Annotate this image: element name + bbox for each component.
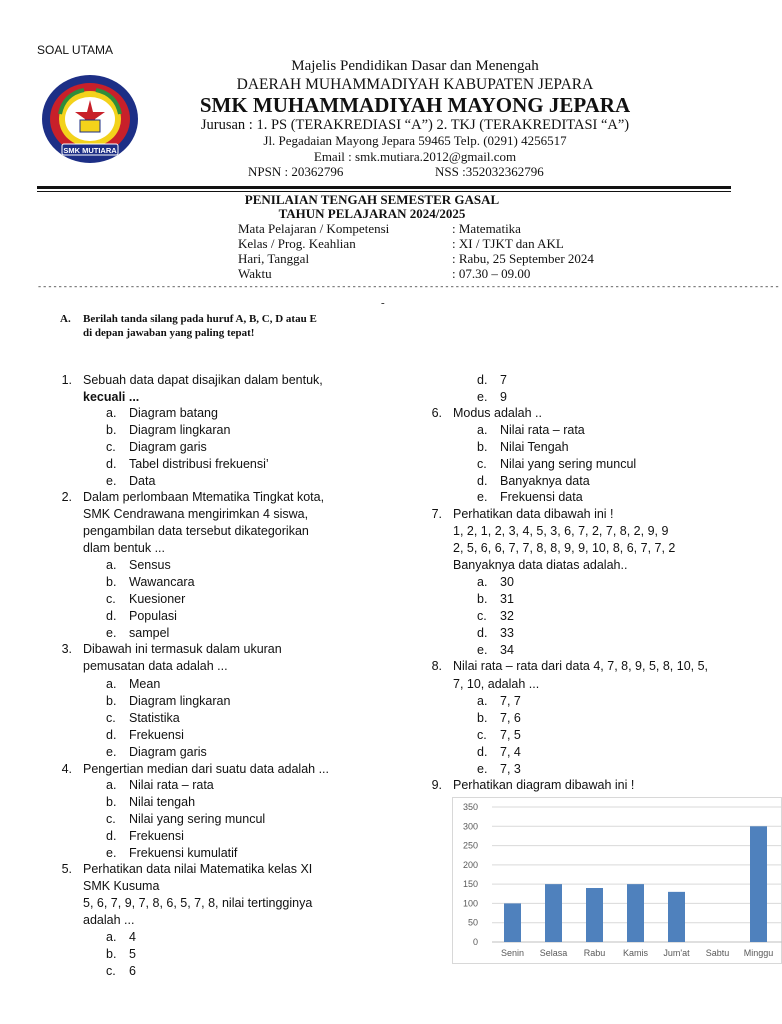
option-letter[interactable]: b. (106, 423, 117, 437)
bar (668, 892, 685, 942)
option-letter[interactable]: d. (106, 728, 117, 742)
question-text: dlam bentuk ... (83, 541, 165, 555)
option-letter[interactable]: c. (106, 592, 116, 606)
exam-title: PENILAIAN TENGAH SEMESTER GASAL (244, 192, 500, 207)
npsn-text: NPSN : 20362796 (248, 164, 344, 179)
option-text: Nilai yang sering muncul (129, 812, 266, 826)
question-text: pengambilan data tersebut dikategorikan (83, 524, 309, 538)
option-letter[interactable]: a. (106, 558, 117, 572)
option-letter[interactable]: b. (106, 575, 117, 589)
option-text: Nilai yang sering muncul (500, 457, 637, 471)
y-tick-label: 350 (462, 802, 478, 812)
option-text: 33 (500, 626, 514, 640)
info-label-time: Waktu (238, 266, 272, 281)
option-letter[interactable]: b. (106, 694, 117, 708)
option-letter[interactable]: e. (106, 474, 117, 488)
question-text: Nilai rata – rata dari data 4, 7, 8, 9, 5, 8, 10, 5, (453, 659, 709, 673)
question-text: Modus adalah .. (453, 406, 542, 420)
x-tick-label: Senin (500, 948, 525, 958)
option-text: Tabel distribusi frekuensi’ (129, 457, 269, 471)
bar (627, 884, 644, 942)
option-text: Banyaknya data (500, 474, 590, 488)
bar (504, 903, 521, 942)
option-letter[interactable]: e. (477, 762, 488, 776)
option-text: Sensus (129, 558, 171, 572)
x-tick-label: Rabu (583, 948, 606, 958)
option-text: Nilai rata – rata (500, 423, 585, 437)
nss-text: NSS :352032362796 (435, 164, 544, 179)
question-number: 5. (61, 862, 72, 876)
option-letter[interactable]: a. (477, 694, 488, 708)
option-letter[interactable]: a. (106, 406, 117, 420)
option-text: 4 (129, 930, 136, 944)
question-text: adalah ... (83, 913, 135, 927)
option-letter[interactable]: b. (477, 711, 488, 725)
option-letter[interactable]: c. (477, 609, 487, 623)
x-tick-label: Selasa (539, 948, 568, 958)
bar-chart (452, 797, 774, 964)
option-letter[interactable]: b. (106, 947, 117, 961)
question-text: Banyaknya data diatas adalah.. (453, 558, 628, 572)
option-text: Diagram garis (129, 440, 207, 454)
option-text: 9 (500, 390, 507, 404)
school-logo (40, 74, 140, 166)
header-line-2: DAERAH MUHAMMADIYAH KABUPATEN JEPARA (236, 76, 594, 93)
question-text: 2, 5, 6, 6, 7, 7, 8, 8, 9, 9, 10, 8, 6, 7, 7, 2 (453, 541, 676, 555)
y-tick-label: 100 (462, 898, 478, 909)
address-line: Jl. Pegadaian Mayong Jepara 59465 Telp. (0291) 4256517 (263, 133, 567, 148)
option-text: Nilai Tengah (500, 440, 569, 454)
option-text: 7, 7 (500, 694, 521, 708)
question-text: SMK Kusuma (83, 879, 160, 893)
option-text: Nilai rata – rata (129, 778, 214, 792)
option-text: 34 (500, 643, 514, 657)
question-text: 7, 10, adalah ... (453, 677, 540, 691)
option-text: Mean (129, 677, 161, 691)
option-letter[interactable]: e. (477, 490, 488, 504)
instruction-line-1: Berilah tanda silang pada huruf A, B, C, D atau E (83, 313, 317, 325)
option-letter[interactable]: a. (477, 423, 488, 437)
option-letter[interactable]: e. (477, 643, 488, 657)
question-text: Dibawah ini termasuk dalam ukuran (83, 642, 282, 656)
option-text: Data (129, 474, 156, 488)
option-text: Frekuensi (129, 728, 184, 742)
question-text: 1, 2, 1, 2, 3, 4, 5, 3, 6, 7, 2, 7, 8, 2, 9, 9 (453, 524, 669, 538)
question-number: 3. (61, 642, 72, 656)
option-text: Statistika (129, 711, 180, 725)
bar (750, 826, 767, 942)
bar (586, 888, 603, 942)
option-letter[interactable]: e. (106, 626, 117, 640)
option-text: Diagram garis (129, 745, 207, 759)
option-text: Diagram lingkaran (129, 423, 231, 437)
bar (545, 884, 562, 942)
info-value-time: : 07.30 – 09.00 (452, 266, 531, 281)
option-text: 7, 4 (500, 745, 521, 759)
option-letter[interactable]: d. (477, 474, 488, 488)
option-letter[interactable]: c. (477, 457, 487, 471)
header-line-1: Majelis Pendidikan Dasar dan Menengah (291, 58, 539, 74)
option-text: 32 (500, 609, 514, 623)
option-letter[interactable]: d. (106, 457, 117, 471)
option-letter[interactable]: e. (106, 745, 117, 759)
option-text: Frekuensi kumulatif (129, 846, 238, 860)
option-letter[interactable]: a. (106, 778, 117, 792)
option-letter[interactable]: d. (477, 373, 488, 387)
option-text: 7, 3 (500, 762, 521, 776)
option-letter[interactable]: c. (106, 711, 116, 725)
info-value-class: : XI / TJKT dan AKL (452, 236, 564, 251)
jurusan-line: Jurusan : 1. PS (TERAKREDIASI “A”) 2. TKJ (TERAKREDITASI “A”) (200, 117, 630, 133)
option-letter[interactable]: e. (106, 846, 117, 860)
option-letter[interactable]: d. (477, 626, 488, 640)
info-label-subject: Mata Pelajaran / Kompetensi (238, 221, 390, 236)
dashed-separator: ------------------------------------------------------------------------------------------------------------------------------------------------ (37, 282, 780, 292)
option-text: 7, 6 (500, 711, 521, 725)
question-number: 7. (431, 507, 442, 521)
school-name: SMK MUHAMMADIYAH MAYONG JEPARA (199, 93, 631, 117)
section-letter: A. (60, 313, 71, 325)
option-text: Frekuensi data (500, 490, 583, 504)
option-text: Kuesioner (129, 592, 186, 606)
header-divider-thick (37, 186, 731, 189)
info-label-class: Kelas / Prog. Keahlian (238, 236, 356, 251)
option-text: Diagram batang (129, 406, 218, 420)
option-letter[interactable]: b. (106, 795, 117, 809)
option-text: 31 (500, 592, 514, 606)
question-text: pemusatan data adalah ... (83, 659, 228, 673)
option-letter[interactable]: a. (477, 575, 488, 589)
option-text: Wawancara (129, 575, 195, 589)
question-text: Pengertian median dari suatu data adalah ... (83, 762, 330, 776)
x-tick-label: Jum'at (663, 948, 690, 958)
option-text: Nilai tengah (129, 795, 196, 809)
question-text: Sebuah data dapat disajikan dalam bentuk, (83, 373, 323, 387)
x-tick-label: Kamis (622, 948, 649, 958)
option-text: 5 (129, 947, 136, 961)
option-letter[interactable]: e. (477, 390, 488, 404)
info-value-subject: : Matematika (452, 221, 521, 236)
option-letter[interactable]: a. (106, 930, 117, 944)
option-text: Diagram lingkaran (129, 694, 231, 708)
question-text: SMK Cendrawana mengirimkan 4 siswa, (83, 507, 309, 521)
y-tick-label: 0 (472, 937, 478, 947)
question-number: 4. (61, 762, 72, 776)
question-number: 9. (431, 778, 442, 792)
question-text: Perhatikan data dibawah ini ! (453, 507, 614, 521)
question-number: 6. (431, 406, 442, 420)
option-text: 7 (500, 373, 507, 387)
question-text: 5, 6, 7, 9, 7, 8, 6, 5, 7, 8, nilai tertingginya (83, 896, 313, 910)
option-text: Populasi (129, 609, 177, 623)
option-text: 30 (500, 575, 514, 589)
option-letter[interactable]: d. (477, 745, 488, 759)
option-letter[interactable]: c. (106, 964, 116, 978)
x-tick-label: Sabtu (705, 948, 730, 958)
info-value-date: : Rabu, 25 September 2024 (452, 251, 594, 266)
y-tick-label: 150 (462, 879, 478, 890)
corner-label: SOAL UTAMA (37, 43, 114, 57)
option-letter[interactable]: c. (106, 812, 116, 826)
exam-year: TAHUN PELAJARAN 2024/2025 (278, 206, 466, 221)
question-text: Perhatikan data nilai Matematika kelas XI (83, 862, 313, 876)
option-letter[interactable]: d. (106, 829, 117, 843)
y-tick-label: 50 (467, 917, 478, 928)
dashed-separator-tail: - (381, 297, 385, 309)
logo-banner-text: SMK MUTIARA (63, 146, 117, 155)
option-letter[interactable]: b. (477, 440, 488, 454)
question-text: Perhatikan diagram dibawah ini ! (453, 778, 635, 792)
option-letter[interactable]: c. (106, 440, 116, 454)
x-tick-label: Minggu (743, 948, 774, 958)
question-number: 2. (61, 490, 72, 504)
option-text: 6 (129, 964, 136, 978)
question-text: kecuali ... (83, 390, 140, 404)
option-letter[interactable]: c. (477, 728, 487, 742)
y-tick-label: 200 (462, 859, 478, 870)
question-text: Dalam perlombaan Mtematika Tingkat kota, (83, 490, 325, 504)
email-line: Email : smk.mutiara.2012@gmail.com (313, 149, 517, 164)
option-letter[interactable]: d. (106, 609, 117, 623)
y-tick-label: 300 (462, 821, 478, 832)
y-tick-label: 250 (462, 840, 478, 851)
option-text: 7, 5 (500, 728, 521, 742)
option-letter[interactable]: a. (106, 677, 117, 691)
instruction-line-2: di depan jawaban yang paling tepat! (83, 327, 255, 339)
option-text: sampel (129, 626, 170, 640)
option-letter[interactable]: b. (477, 592, 488, 606)
option-text: Frekuensi (129, 829, 184, 843)
question-number: 1. (61, 373, 72, 387)
question-number: 8. (431, 659, 442, 673)
info-label-date: Hari, Tanggal (238, 251, 310, 266)
